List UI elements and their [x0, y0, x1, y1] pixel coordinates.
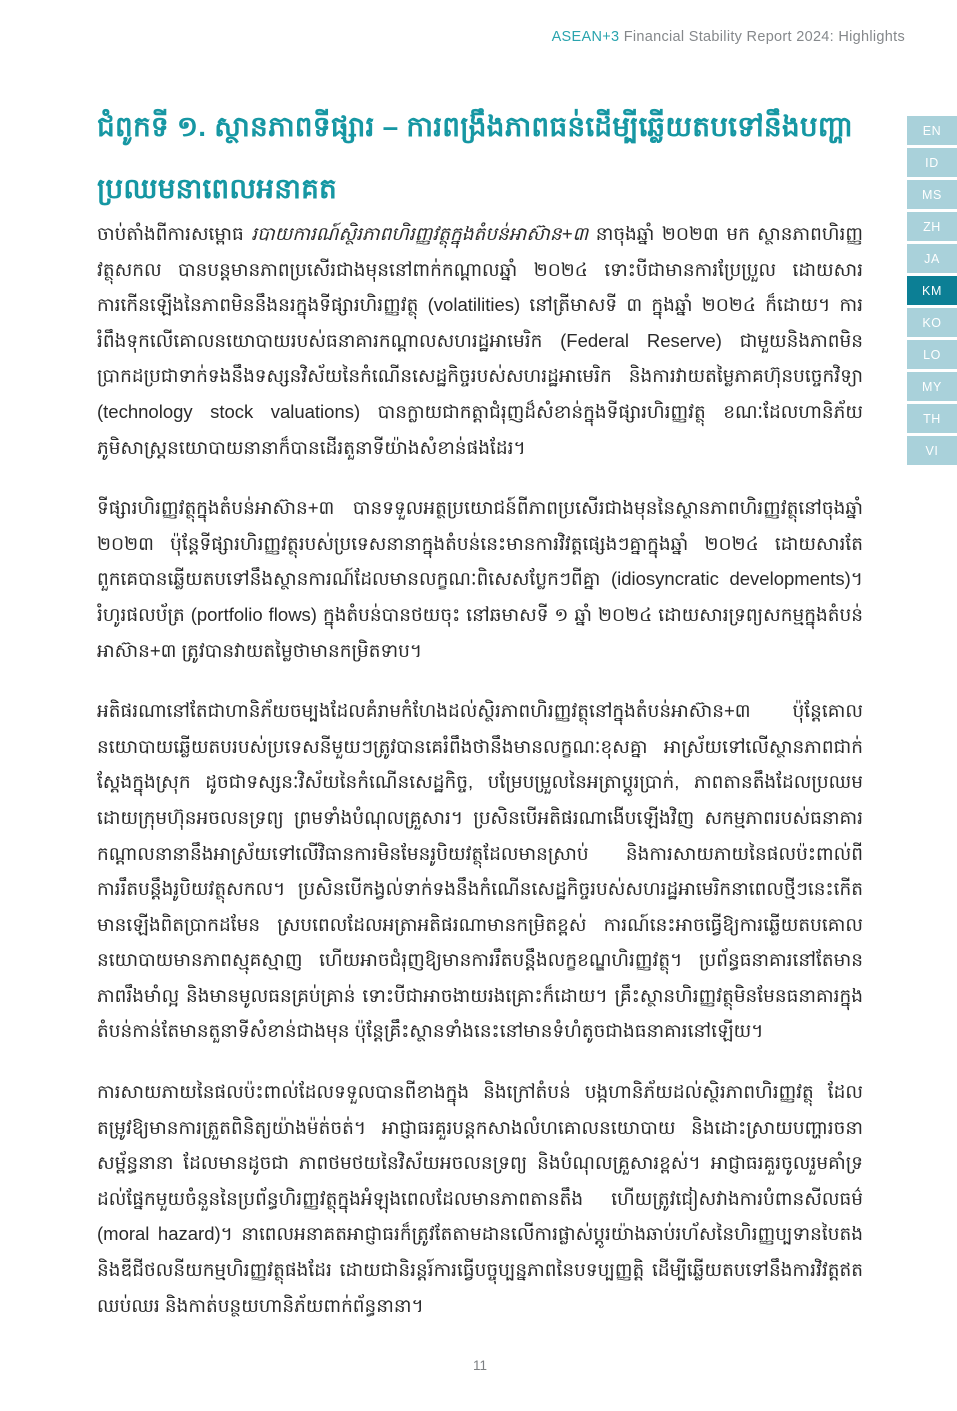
running-header [552, 29, 905, 45]
body-paragraph-3 [97, 693, 863, 1049]
lang-tab-ko[interactable]: KO [907, 308, 957, 337]
lang-tab-ja[interactable]: JA [907, 244, 957, 273]
lang-tab-km[interactable]: KM [907, 276, 957, 305]
report-brand: ASEAN+3 [551, 29, 620, 45]
lang-tab-my[interactable]: MY [907, 372, 957, 401]
lang-tab-en[interactable]: EN [907, 116, 957, 145]
report-title: Financial Stability Report 2024: Highlights [619, 29, 905, 45]
body-paragraph-1 [97, 216, 863, 465]
lang-tab-ms[interactable]: MS [907, 180, 957, 209]
body-text [97, 216, 863, 1348]
chapter-title: ជំពូកទី ១. ស្ថានភាពទីផ្សារ – ការពង្រឹងភាពធន់ដើម្បីឆ្លើយតបទៅនឹងបញ្ហាប្រឈមនាពេលអនាគត [97, 111, 854, 204]
paragraph-text: ចាប់តាំងពីការសម្ពោធ [97, 223, 252, 244]
lang-tab-zh[interactable]: ZH [907, 212, 957, 241]
report-name-italic: របាយការណ៍ស្ថិរភាពហិរញ្ញវត្ថុក្នុងតំបន់អាស៊ាន+៣ [251, 223, 589, 244]
page-number: 11 [472, 1358, 487, 1373]
body-paragraph-2 [97, 490, 863, 668]
lang-tab-id[interactable]: ID [907, 148, 957, 177]
body-paragraph-4 [97, 1074, 863, 1323]
paragraph-text: អតិផរណានៅតែជាហានិភ័យចម្បងដែលគំរាមកំហែងដល់ស្ថិរភាពហិរញ្ញវត្ថុនៅក្នុងតំបន់អាស៊ាន+៣ ប៉ុន្តែគោលនយោបាយឆ្លើយតបរបស់ប្រទេសនីមួយៗត្រូវបានគេរំពឹងថានឹងមានលក្ខណៈខុសគ្នា អាស្រ័យទៅលើស្ថានភាពជាក់ស្តែងក្នុងស្រុក ដូចជាទស្សនៈវិស័យនៃកំណើនសេដ្ឋកិច្ច, បម្រែបម្រួលនៃអត្រាប្តូរប្រាក់, ភាពតានតឹងដែលប្រឈមដោយក្រុមហ៊ុនអចលនទ្រព្យ ព្រមទាំងបំណុលគ្រួសារ។ ប្រសិនបើអតិផរណាងើបឡើងវិញ សកម្មភាពរបស់ធនាគារកណ្តាលនានានឹងអាស្រ័យទៅលើវិធានការមិនមែនរូបិយវត្ថុដែលមានស្រាប់ និងការសាយភាយនៃផលប៉ះពាល់ពីការរឹតបន្តឹងរូបិយវត្ថុសកល។ ប្រសិនបើកង្វល់ទាក់ទងនឹងកំណើនសេដ្ឋកិច្ចរបស់សហរដ្ឋអាមេរិកនាពេលថ្មីៗនេះកើតមានឡើងពិតប្រាកដមែន ស្របពេលដែលអត្រាអតិផរណាមានកម្រិតខ្ពស់ ការណ៍នេះអាចធ្វើឱ្យការឆ្លើយតបគោលនយោបាយមានភាពស្មុគស្មាញ ហើយអាចជំរុញឱ្យមានការរឹតបន្តឹងលក្ខខណ្ឌហិរញ្ញវត្ថុ។ ប្រព័ន្ធធនាគារនៅតែមានភាពរឹងមាំល្អ និងមានមូលធនគ្រប់គ្រាន់ ទោះបីជាអាចងាយរងគ្រោះក៏ដោយ។ គ្រឹះស្ថានហិរញ្ញវត្ថុមិនមែនធនាគារក្នុងតំបន់កាន់តែមានតួនាទីសំខាន់ជាងមុន ប៉ុន្តែគ្រឹះស្ថានទាំងនេះនៅមានទំហំតូចជាងធនាគារនៅឡើយ។ [97, 700, 863, 1042]
language-sidebar [907, 116, 957, 465]
paragraph-text: នាចុងឆ្នាំ ២០២៣ មក ស្ថានភាពហិរញ្ញវត្ថុសកល បានបន្តមានភាពប្រសើរជាងមុននៅពាក់កណ្តាលឆ្នាំ ២០២៤ ទោះបីជាមានការប្រែប្រួល ដោយសារការកើនឡើងនៃភាពមិននឹងនរក្នុងទីផ្សារហិរញ្ញវត្ថុ (volatilities) នៅត្រីមាសទី ៣ ក្នុងឆ្នាំ ២០២៤ ក៏ដោយ។ ការរំពឹងទុកលើគោលនយោបាយរបស់ធនាគារកណ្តាលសហរដ្ឋអាមេរិក (Federal Reserve) ជាមួយនិងភាពមិនប្រាកដប្រជាទាក់ទងនឹងទស្សនវិស័យនៃកំណើនសេដ្ឋកិច្ចរបស់សហរដ្ឋអាមេរិក និងការវាយតម្លៃភាគហ៊ុនបច្ចេកវិទ្យា (technology stock valuations) បានក្លាយជាកត្តាជំរុញដ៏សំខាន់ក្នុងទីផ្សារហិរញ្ញវត្ថុ ខណៈដែលហានិភ័យភូមិសាស្ត្រនយោបាយនានាក៏បានដើរតួនាទីយ៉ាងសំខាន់ផងដែរ។ [97, 223, 863, 458]
lang-tab-lo[interactable]: LO [907, 340, 957, 369]
paragraph-text: ទីផ្សារហិរញ្ញវត្ថុក្នុងតំបន់អាស៊ាន+៣ បានទទួលអត្ថប្រយោជន៍ពីភាពប្រសើរជាងមុននៃស្ថានភាពហិរញ្ញវត្ថុនៅចុងឆ្នាំ ២០២៣ ប៉ុន្តែទីផ្សារហិរញ្ញវត្ថុរបស់ប្រទេសនានាក្នុងតំបន់នេះមានការវិវត្តផ្សេងៗគ្នាក្នុងឆ្នាំ ២០២៤ ដោយសារតែពួកគេបានឆ្លើយតបទៅនឹងស្ថានការណ៍ដែលមានលក្ខណៈពិសេសប្លែកៗពីគ្នា (idiosyncratic developments)។ រំហូរផលប័ត្រ (portfolio flows) ក្នុងតំបន់បានថយចុះ នៅឆមាសទី ១ ឆ្នាំ ២០២៤ ដោយសារទ្រព្យសកម្មក្នុងតំបន់អាស៊ាន+៣ ត្រូវបានវាយតម្លៃថាមានកម្រិតទាប។ [97, 497, 863, 661]
lang-tab-th[interactable]: TH [907, 404, 957, 433]
paragraph-text: ការសាយភាយនៃផលប៉ះពាល់ដែលទទួលបានពីខាងក្នុង និងក្រៅតំបន់ បង្កហានិភ័យដល់ស្ថិរភាពហិរញ្ញវត្ថុ ដែលតម្រូវឱ្យមានការត្រួតពិនិត្យយ៉ាងម៉ត់ចត់។ អាជ្ញាធរគួរបន្តកសាងលំហគោលនយោបាយ និងដោះស្រាយបញ្ហារចនាសម្ព័ន្ធនានា ដែលមានដូចជា ភាពថមថយនៃវិស័យអចលនទ្រព្យ និងបំណុលគ្រួសារខ្ពស់។ អាជ្ញាធរគួរចូលរួមគាំទ្រដល់ផ្នែកមួយចំនួននៃប្រព័ន្ធហិរញ្ញវត្ថុក្នុងអំឡុងពេលដែលមានភាពតានតឹង ហើយត្រូវជៀសវាងការបំពានសីលធម៌ (moral hazard)។ នាពេលអនាគតអាជ្ញាធរក៏ត្រូវតែតាមដានលើការផ្លាស់ប្តូរយ៉ាងឆាប់រហ័សនៃហិរញ្ញប្បទានបៃតង និងឌីជីថលនីយកម្មហិរញ្ញវត្ថុផងដែរ ដោយជានិរន្តរ៍ការធ្វើបច្ចុប្បន្នភាពនៃបទប្បញ្ញត្តិ ដើម្បីឆ្លើយតបទៅនឹងការវិវត្តឥតឈប់ឈរ និងកាត់បន្ថយហានិភ័យពាក់ព័ន្ធនានា។ [97, 1081, 863, 1316]
lang-tab-vi[interactable]: VI [907, 436, 957, 465]
